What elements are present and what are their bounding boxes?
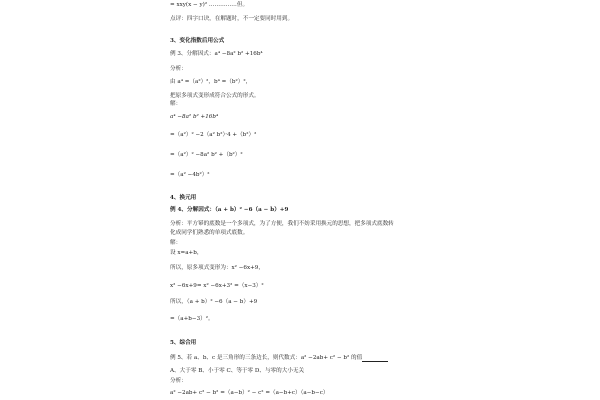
section-5-heading: 5、综合用: [170, 340, 197, 346]
analysis-4-line-1: 分析：平方幂的底数是一个多项式，为了方便，我们不妨采用换元的思想，把多项式底数转: [170, 221, 394, 227]
substitution-line: 设 x=a+b，: [170, 250, 203, 256]
solution-4-step-1: 所以，原多项式变形为：x² −6x+9，: [170, 265, 264, 271]
solution-3-step-3: =（a²）² −8a² b² +（b²）²: [170, 152, 243, 158]
solution-label-2: 解：: [170, 240, 182, 246]
choices-line: A、大于零 B、小于零 C、等于零 D、与零的大小无关: [170, 368, 305, 374]
answer-blank: [362, 361, 388, 362]
remark-line: 点评：四字口诀，在解题时，不一定要同时用到。: [170, 16, 294, 22]
solution-4-step-4: =（a+b−3）²。: [170, 316, 214, 322]
analysis-label-1: 分析：: [170, 66, 187, 72]
solution-3-step-2: =（a²）² −2（a² b²）·4 +（b²）²: [170, 132, 257, 138]
analysis-label-5: 分析：: [170, 378, 187, 384]
example-5-text: 例 5、若 a、b、c 是三角形的三条边长，则代数式：a² −2ab+ c² − b² 的值: [170, 355, 363, 361]
solution-4-step-3: 所以，（a + b）² −6（a − b）+9: [170, 299, 258, 305]
analysis-4-line-2: 化成同学们熟悉的单项式底数。: [170, 230, 249, 236]
solution-label-1: 解：: [170, 101, 182, 107]
text-line-1: = xxy(x − y)² ……………但。: [170, 2, 249, 8]
solution-3-step-4: =（a² −4b²）²: [170, 172, 210, 178]
analysis-3-line: 由 a⁴ =（a²）²，b⁴ =（b²）²，: [170, 79, 252, 85]
section-4-heading: 4、换元用: [170, 195, 197, 201]
example-4-line: 例 4、分解因式：（a + b）² −6（a − b）+9: [170, 207, 289, 213]
solution-4-step-2: x² −6x+9= x² −6x+3² =（x−3）²: [170, 283, 264, 289]
solution-3-step-1: a⁴ −8a² b² +16b⁴: [170, 114, 219, 120]
example-5-line: [170, 355, 388, 362]
analysis-5-line: a² −2ab+ c² − b² =（a−b）² − c² =（a−b+c）（a−b−c）: [170, 390, 329, 396]
section-3-heading: 3、变化指数后用公式: [170, 38, 225, 44]
transform-note: 把原多项式变形成符合公式的形式。: [170, 93, 260, 99]
example-3-line: 例 3、分解因式：a⁴ −8a² b² +16b⁴: [170, 51, 263, 57]
